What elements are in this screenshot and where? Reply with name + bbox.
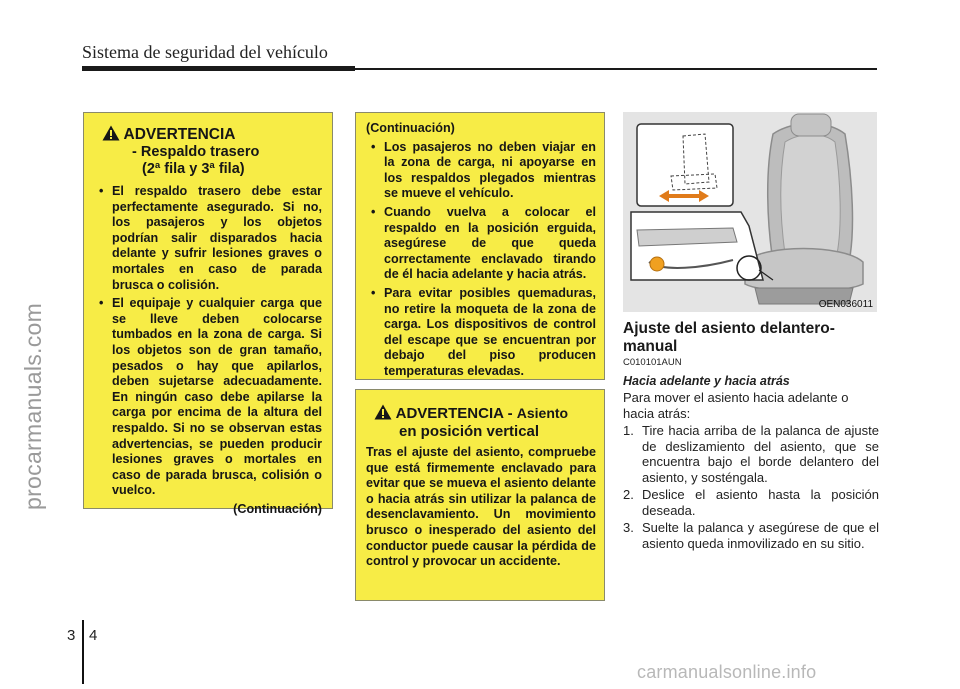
warning-box-seat-upright bbox=[355, 389, 605, 601]
figure-caption: OEN036011 bbox=[818, 299, 873, 310]
page-number-divider bbox=[82, 620, 84, 684]
header-rule-thick bbox=[82, 66, 355, 71]
seat-illustration-svg bbox=[623, 112, 877, 312]
continuation-heading: (Continuación) bbox=[366, 121, 455, 135]
warning-triangle-icon bbox=[102, 125, 120, 141]
warning-title-line2: en posición vertical bbox=[399, 423, 540, 440]
continuation-label: (Continuación) bbox=[233, 501, 322, 516]
footer-watermark: carmanualsonline.info bbox=[637, 662, 817, 682]
step-text: Tire hacia arriba de la palanca de ajuste de deslizamiento del asiento, que se encuentra bajo el borde delantero del asiento, y sosténgala. bbox=[642, 423, 879, 485]
warning-title: ADVERTENCIA bbox=[123, 126, 236, 143]
warning-body: Tras el ajuste del asiento, compruebe que está firmemente enclavado para evitar que se mueva el asiento delante o hacia atrás sin utilizar la palanca de desenclavamiento. Un movimiento brusco o inesperado del asiento del conductor puede causar la pérdida de control y provocar un accidente. bbox=[366, 445, 596, 569]
warning-box-rear-seatback bbox=[83, 112, 333, 516]
chapter-number: 3 bbox=[67, 627, 76, 644]
step-text: Deslice el asiento hasta la posición deseada. bbox=[642, 487, 879, 518]
warning-subtitle-rows: (2ª fila y 3ª fila) bbox=[142, 161, 245, 177]
warning-list-item: • Cuando vuelva a colocar el respaldo en la posición erguida, asegúrese de que queda correctamente enclavado tirando de él hacia adelante y hacia atrás. bbox=[366, 205, 596, 283]
warning-triangle-icon bbox=[374, 404, 392, 420]
step-text: Suelte la palanca y asegúrese de que el asiento queda inmovilizado en su sitio. bbox=[642, 520, 879, 551]
warning-list bbox=[366, 140, 596, 380]
warning-list-item: • El equipaje y cualquier carga que se lleve deben colocarse tumbados en la zona de carga. Si los objetos son de gran tamaño, pesados o hay que apilarlos, deben sujetarse adecuadamente. En ningún caso debe apilarse la carga por encima de la altura del respaldo. Si no se observan estas advertencias, se pueden producir lesiones graves o mortales en caso de parada brusca, colisión o vuelco. bbox=[94, 296, 322, 499]
warning-list-item: • El respaldo trasero debe estar perfectamente asegurado. Si no, los pasajeros y los objetos podrían salir disparados hacia delante y sufrir lesiones graves o mortales en caso de parada brusca o colisión. bbox=[94, 184, 322, 293]
warning-subtitle: - Respaldo trasero bbox=[132, 144, 260, 160]
warning-list-item: • Los pasajeros no deben viajar en la zona de carga, ni apoyarse en los respaldos plegados mientras se mueve el vehículo. bbox=[366, 140, 596, 202]
steps-list bbox=[623, 423, 879, 553]
page-number: 4 bbox=[89, 627, 98, 644]
warning-list bbox=[94, 184, 322, 499]
step-number: 2. bbox=[623, 487, 634, 502]
warning-list-item: • Para evitar posibles quemaduras, no retire la moqueta de la zona de carga. Los dispositivos de control del escape que se encuentran por debajo del piso producen temperaturas elevadas. bbox=[366, 286, 596, 380]
warning-title: ADVERTENCIA - bbox=[395, 405, 513, 422]
step-item bbox=[623, 520, 879, 551]
header-rule-thin bbox=[355, 68, 877, 70]
side-watermark: procarmanuals.com bbox=[20, 302, 46, 510]
page-header-title: Sistema de seguridad del vehículo bbox=[82, 42, 328, 62]
section-title: Ajuste del asiento delantero-manual bbox=[623, 320, 835, 355]
step-number: 1. bbox=[623, 423, 634, 438]
warning-box-continued bbox=[355, 112, 605, 380]
warning-title-tail: Asiento bbox=[516, 405, 569, 421]
step-item bbox=[623, 487, 879, 518]
step-item bbox=[623, 423, 879, 485]
section-code: C010101AUN bbox=[623, 357, 682, 368]
step-number: 3. bbox=[623, 520, 634, 535]
seat-adjustment-illustration bbox=[623, 112, 877, 312]
section-subheading: Hacia adelante y hacia atrás bbox=[623, 374, 790, 388]
section-intro: Para mover el asiento hacia adelante o hacia atrás: bbox=[623, 390, 849, 421]
